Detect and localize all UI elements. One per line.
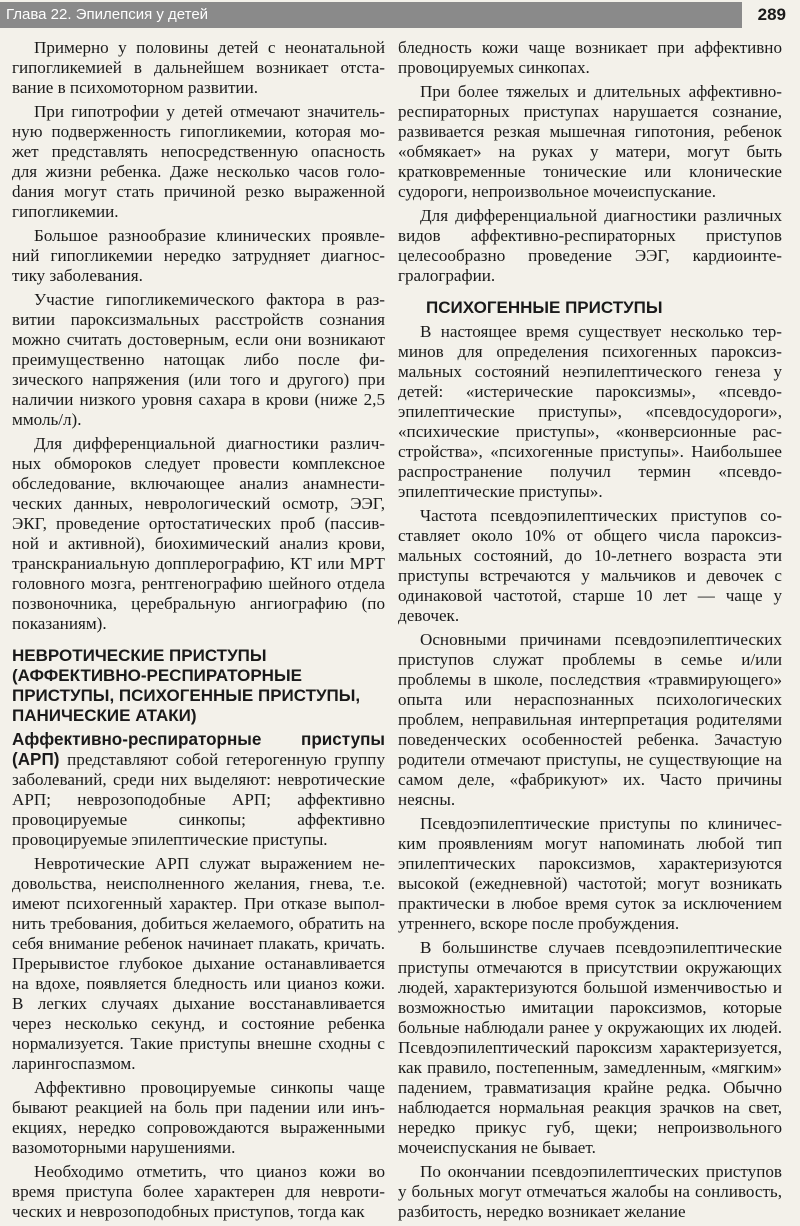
left-column: [12, 38, 385, 1226]
paragraph: При более тяжелых и длительных аффективно-респираторных приступах нарушается сознание, развивается резкая мышечная гипотония, ребенок «обмякает» на руках у матери, могут быть кратковременные тонические или клонические судороги, непроизвольное мочеиспускание.: [398, 82, 782, 201]
chapter-title: Глава 22. Эпилепсия у детей: [0, 2, 742, 28]
right-column: [398, 38, 782, 1226]
paragraph-text: представляют собой гетерогенную группу заболеваний, среди них выделяют: невротические АРП; неврозоподобные АРП; аффективно провоцируемые синкопы; аффективно провоцируемые эпилептические приступы.: [12, 750, 385, 849]
section-heading-neurotic-seizures: НЕВРОТИЧЕСКИЕ ПРИСТУПЫ (АФФЕКТИВНО-РЕСПИРАТОРНЫЕ ПРИСТУПЫ, ПСИХОГЕННЫЕ ПРИСТУПЫ, ПАНИЧЕСКИЕ АТАКИ): [12, 646, 361, 725]
paragraph: Примерно у половины детей с неонатальной гипогликемией в дальнейшем возникает отставание в психомоторном развитии.: [12, 38, 385, 97]
paragraph: Необходимо отметить, что цианоз кожи во время приступа более характерен для невротических и неврозоподобных приступов, тогда как: [12, 1162, 385, 1221]
paragraph: При гипотрофии у детей отмечают значительную подверженность гипогликемии, которая может представлять непосредственную опасность для жизни ребенка. Даже несколько часов голоdания могут стать причиной резко выраженной гипогликемии.: [12, 102, 385, 221]
paragraph: По окончании псевдоэпилептических приступов у больных могут отмечаться жалобы на сонливость, разбитость, нередко возникает желание: [398, 1162, 782, 1221]
paragraph: бледность кожи чаще возникает при аффективно провоцируемых синкопах.: [398, 38, 782, 77]
paragraph: Для дифференциальной диагностики различных обмороков следует провести комплексное обследование, включающее анализ анамнестических данных, неврологический осмотр, ЭЭГ, ЭКГ, проведение ортостатических проб (пассивной и активной), биохимический анализ крови, транскраниальную допплерографию, КТ или МРТ головного мозга, рентгенографию шейного отдела позвоночника, церебральную ангиографию (по показаниям).: [12, 434, 385, 633]
page-header: [0, 0, 800, 36]
paragraph: Основными причинами псевдоэпилептических приступов служат проблемы в семье и/или проблемы в школе, последствия «травмирующего» опыта или нераспознанных психологических проблем, неправильная интерпретация родителями поведенческих особенностей ребенка. Зачастую родители отмечают приступы, не существующие на самом деле, «фабрикуют» их. Часто причины неясны.: [398, 630, 782, 809]
section-heading-psychogenic-seizures: ПСИХОГЕННЫЕ ПРИСТУПЫ: [426, 298, 663, 317]
paragraph-with-run-in-heading: [12, 730, 385, 850]
paragraph: В настоящее время существует несколько терминов для определения психогенных пароксизмальных состояний неэпилептического генеза у детей: «истерические пароксизмы», «псевдоэпилептические приступы», «псевдосудороги», «психические приступы», «конверсионные расстройства», «психогенные приступы». Наибольшее распространение получил термин «псевдоэпилептические приступы».: [398, 322, 782, 501]
page-number: 289: [757, 5, 786, 24]
run-in-heading: Аффективно-респираторные приступы (АРП): [12, 730, 385, 769]
paragraph: Псевдоэпилептические приступы по клиническим проявлениям могут напоминать любой тип эпилептических пароксизмов, характеризуются высокой (ежедневной) частотой; могут возникать практически в любое время суток за исключением утреннего, вскоре после пробуждения.: [398, 814, 782, 933]
paragraph: Аффективно провоцируемые синкопы чаще бывают реакцией на боль при падении или инъекциях, нередко сопровождаются выраженными вазомоторными нарушениями.: [12, 1078, 385, 1157]
paragraph: Частота псевдоэпилептических приступов составляет около 10% от общего числа пароксизмальных состояний, до 10-летнего возраста эти приступы встречаются у мальчиков и девочек с одинаковой частотой, старше 10 лет — чаще у девочек.: [398, 506, 782, 625]
paragraph: В большинстве случаев псевдоэпилептические приступы отмечаются в присутствии окружающих людей, характеризуются большой изменчивостью и возможностью имитации пароксизмов, которые больные наблюдали ранее у окружающих их людей. Псевдоэпилептический пароксизм характеризуется, как правило, постепенным, замедленным, «мягким» падением, травматизация крайне редка. Обычно наблюдается нормальная реакция зрачков на свет, нередко прикус губ, щеки; непроизвольного мочеиспускания не бывает.: [398, 938, 782, 1157]
paragraph: Большое разнообразие клинических проявлений гипогликемии нередко затрудняет диагностику заболевания.: [12, 226, 385, 285]
paragraph: Участие гипогликемического фактора в развитии пароксизмальных расстройств сознания можно считать достоверным, если они возникают преимущественно натощак либо после физического напряжения (или того и другого) при наличии низкого уровня сахара в крови (ниже 2,5 ммоль/л).: [12, 290, 385, 429]
paragraph: Для дифференциальной диагностики различных видов аффективно-респираторных приступов целесообразно проведение ЭЭГ, кардиоинтегралографии.: [398, 206, 782, 285]
paragraph: Невротические АРП служат выражением недовольства, неисполненного желания, гнева, т.е. имеют психогенный характер. При отказе выполнить требования, добиться желаемого, обратить на себя внимание ребенок начинает плакать, кричать. Прерывистое глубокое дыхание останавливается на вдохе, появляется бледность или цианоз кожи. В легких случаях дыхание восстанавливается через несколько секунд, и состояние ребенка нормализуется. Такие приступы внешне сходны с ларингоспазмом.: [12, 854, 385, 1073]
